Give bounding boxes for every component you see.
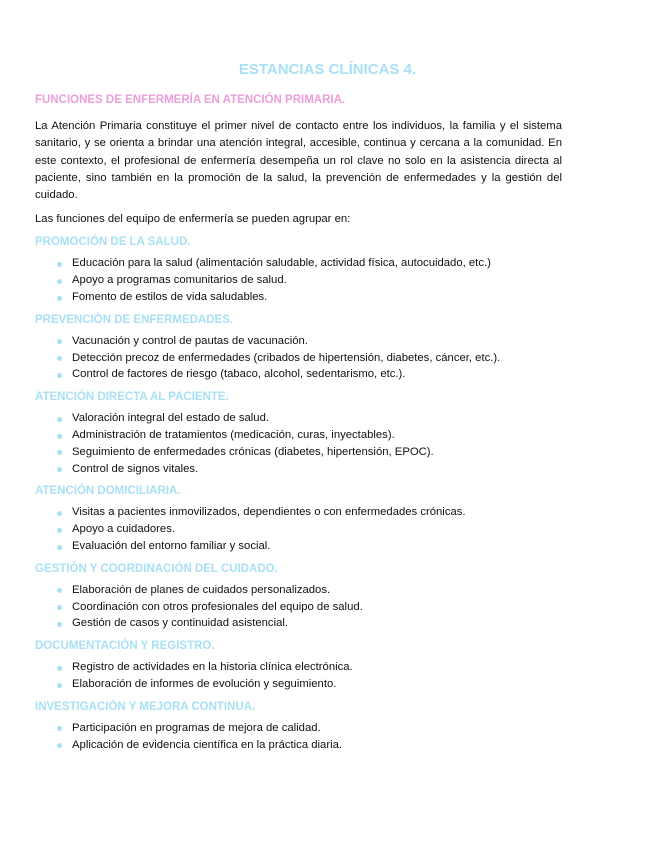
bullet-dot-icon [57, 467, 62, 472]
bullet-dot-icon [57, 434, 62, 439]
list-item-text: Control de factores de riesgo (tabaco, alcohol, sedentarismo, etc.). [72, 368, 406, 381]
bullet-dot-icon [57, 339, 62, 344]
bullet-dot-icon [57, 296, 62, 301]
list-item-text: Participación en programas de mejora de calidad. [72, 721, 321, 734]
list-item-text: Apoyo a programas comunitarios de salud. [72, 274, 287, 287]
section-title: ATENCIÓN DIRECTA AL PACIENTE. [35, 391, 229, 404]
section-title: PREVENCIÓN DE ENFERMEDADES. [35, 313, 234, 326]
main-heading: FUNCIONES DE ENFERMERÍA EN ATENCIÓN PRIMARIA. [35, 94, 346, 106]
bullet-list [35, 255, 562, 305]
bullet-dot-icon [57, 726, 62, 731]
list-item [57, 444, 562, 461]
list-item [57, 737, 562, 754]
section-gestion [35, 562, 562, 632]
bullet-dot-icon [57, 262, 62, 267]
list-item [57, 521, 562, 538]
list-item-text: Coordinación con otros profesionales del equipo de salud. [72, 600, 363, 613]
bullet-dot-icon [57, 588, 62, 593]
list-item-text: Apoyo a cuidadores. [72, 523, 175, 536]
list-item-text: Seguimiento de enfermedades crónicas (diabetes, hipertensión, EPOC). [72, 445, 434, 458]
section-title: GESTIÓN Y COORDINACIÓN DEL CUIDADO. [35, 562, 278, 575]
bullet-list [35, 410, 562, 477]
document-title: ESTANCIAS CLÍNICAS 4. [238, 61, 417, 78]
section-investigacion [35, 700, 562, 754]
bullet-dot-icon [57, 605, 62, 610]
bullet-dot-icon [57, 528, 62, 533]
list-item [57, 720, 562, 737]
list-item [57, 582, 562, 599]
list-item [57, 255, 562, 272]
bullet-list [35, 659, 562, 693]
section-title: DOCUMENTACIÓN Y REGISTRO. [35, 640, 215, 653]
list-item-text: Detección precoz de enfermedades (cribados de hipertensión, diabetes, cáncer, etc.). [72, 351, 501, 364]
bullet-dot-icon [57, 417, 62, 422]
bullet-dot-icon [57, 683, 62, 688]
list-item-text: Registro de actividades en la historia clínica electrónica. [72, 661, 353, 674]
bullet-dot-icon [57, 279, 62, 284]
list-item [57, 615, 562, 632]
bullet-dot-icon [57, 356, 62, 361]
list-item-text: Administración de tratamientos (medicación, curas, inyectables). [72, 429, 395, 442]
list-item [57, 427, 562, 444]
intro-paragraph: La Atención Primaria constituye el primer nivel de contacto entre los individuos, la familia y el sistema sanitario, y se orienta a brindar una atención integral, accesible, continua y cercana a la comunidad. En este contexto, el profesional de enfermería desempeña un rol clave no solo en la asistencia directa al paciente, sino también en la promoción de la salud, la prevención de enfermedades y la gestión del cuidado. [35, 120, 562, 202]
list-item [57, 366, 562, 383]
bullet-dot-icon [57, 511, 62, 516]
bullet-list [35, 720, 562, 754]
list-item [57, 599, 562, 616]
section-title: INVESTIGACIÓN Y MEJORA CONTINUA. [35, 700, 256, 713]
list-item-text: Evaluación del entorno familiar y social. [72, 540, 271, 553]
list-item [57, 350, 562, 367]
section-title: PROMOCIÓN DE LA SALUD. [35, 236, 191, 249]
list-item [57, 461, 562, 478]
list-item [57, 659, 562, 676]
list-item [57, 289, 562, 306]
bullet-list [35, 333, 562, 383]
bullet-dot-icon [57, 743, 62, 748]
list-item-text: Elaboración de planes de cuidados personalizados. [72, 583, 331, 596]
bullet-dot-icon [57, 622, 62, 627]
list-item [57, 333, 562, 350]
list-item [57, 272, 562, 289]
section-atencion-domiciliaria [35, 484, 562, 554]
section-title: ATENCIÓN DOMICILIARIA. [35, 485, 181, 498]
list-item [57, 538, 562, 555]
bullet-dot-icon [57, 666, 62, 671]
section-atencion-directa [35, 390, 562, 477]
bullet-list [35, 504, 562, 554]
list-item-text: Aplicación de evidencia científica en la práctica diaria. [72, 738, 343, 751]
list-item [57, 504, 562, 521]
sections-container [35, 235, 562, 753]
list-item-text: Visitas a pacientes inmovilizados, dependientes o con enfermedades crónicas. [72, 506, 466, 519]
list-item [57, 676, 562, 693]
list-item-text: Educación para la salud (alimentación saludable, actividad física, autocuidado, etc.) [72, 257, 491, 270]
section-prevencion [35, 313, 562, 383]
list-item [57, 410, 562, 427]
bullet-dot-icon [57, 373, 62, 378]
list-item-text: Elaboración de informes de evolución y seguimiento. [72, 678, 337, 691]
section-documentacion [35, 639, 562, 693]
list-item-text: Vacunación y control de pautas de vacunación. [72, 334, 308, 347]
section-promocion [35, 235, 562, 305]
list-item-text: Gestión de casos y continuidad asistencial. [72, 617, 289, 630]
bullet-dot-icon [57, 545, 62, 550]
lead-paragraph: Las funciones del equipo de enfermería se pueden agrupar en: [35, 213, 351, 226]
list-item-text: Valoración integral del estado de salud. [72, 412, 269, 425]
list-item-text: Fomento de estilos de vida saludables. [72, 291, 268, 304]
list-item-text: Control de signos vitales. [72, 462, 199, 475]
bullet-dot-icon [57, 450, 62, 455]
bullet-list [35, 582, 562, 632]
